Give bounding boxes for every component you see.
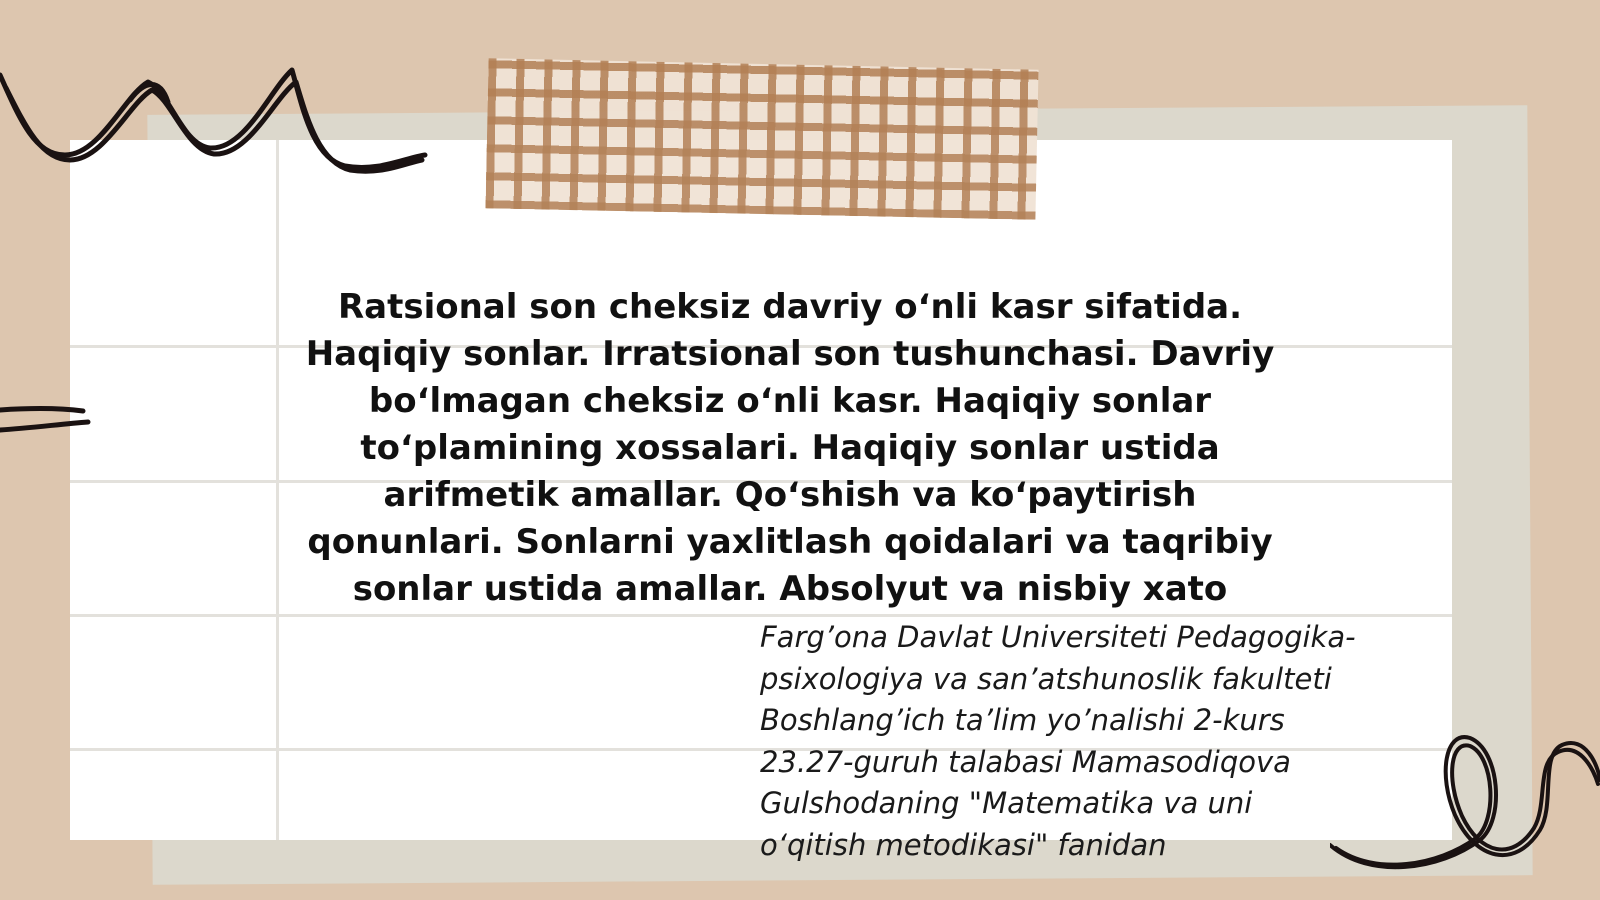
slide-title: Ratsional son cheksiz davriy o‘nli kasr sifatida. Haqiqiy sonlar. Irratsional son tushunchasi. Davriy bo‘lmagan cheksiz o‘nli kasr. Haqiqiy sonlar to‘plamining xossalari. Haqiqiy sonlar ustida arifmetik amallar. Qo‘shish va ko‘paytirish qonunlari. Sonlarni yaxlitlash qoidalari va taqribiy sonlar ustida amallar. Absolyut va nisbiy xato xyxy=(305,287,1275,609)
double-stroke-icon xyxy=(0,400,95,440)
scribble-wave-icon xyxy=(0,60,430,180)
swirl-loop-icon xyxy=(1330,730,1600,900)
plaid-tape-icon xyxy=(485,58,1038,219)
slide-subtitle: Farg’ona Davlat Universiteti Pedagogika-psixologiya va san’atshunoslik fakulteti Boshlang’ich ta’lim yo’nalishi 2-kurs 23.27-guruh talabasi Mamasodiqova Gulshodaning "Matematika va uni o‘qitish metodikasi" fanidan xyxy=(760,620,1356,862)
paper-margin-line xyxy=(276,140,279,840)
